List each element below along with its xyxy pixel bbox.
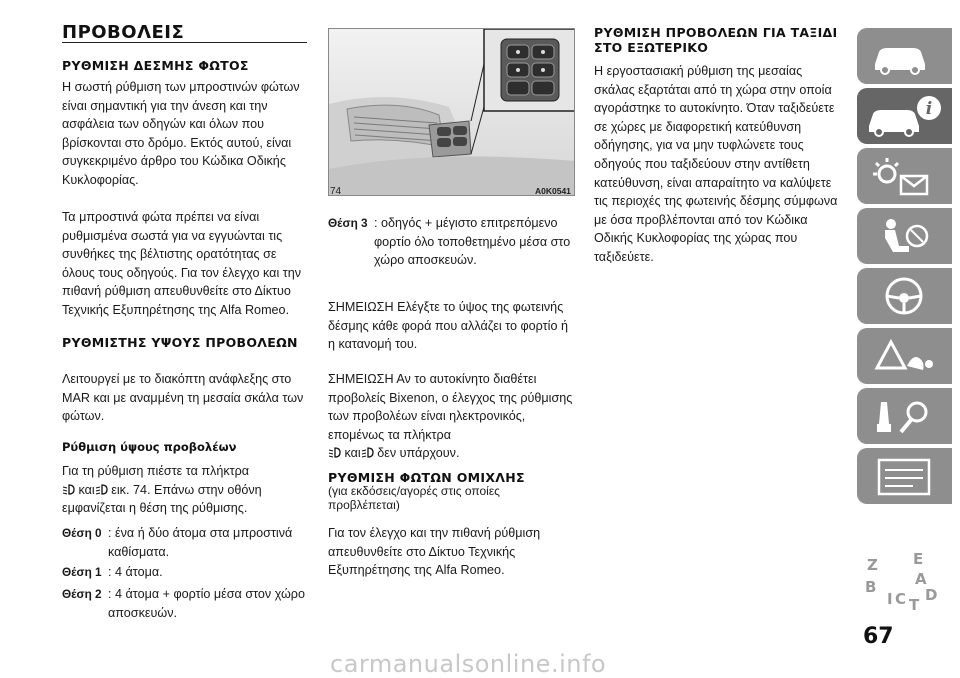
and-word: και: [344, 446, 361, 461]
tab-emergency[interactable]: [857, 328, 952, 384]
heading-travel-abroad: ΡΥΘΜΙΣΗ ΠΡΟΒΟΛΕΩΝ ΓΙΑ ΤΑΞΙΔΙ ΣΤΟ ΕΞΩΤΕΡΙΚΟ: [594, 25, 838, 55]
tab-maintenance[interactable]: [857, 388, 952, 444]
figure-number: 74: [330, 186, 342, 197]
index-letter-e: E: [913, 550, 924, 568]
position-3-item: [328, 214, 575, 270]
tab-driving[interactable]: [857, 268, 952, 324]
position-label: Θέση 0: [62, 526, 102, 540]
note-bixenon: [328, 370, 575, 463]
index-letter-a: A: [915, 570, 927, 588]
paragraph-travel-abroad: Η εργοστασιακή ρύθμιση της μεσαίας σκάλας εξαρτάται από τη χώρα στην οποία αγοράστηκε το αυτοκίνητο. Όταν ταξιδεύετε σε χώρες με διαφορετική κατεύθυνση οδήγησης, για να μην τυφλώνετε τους οδηγούς που ταξιδεύουν στην αντίθετη κατεύθυνση, είναι απαραίτητο να καλύψετε τις περιοχές της φωτεινής δέσμης σύμφωνα με όσα προβλέπονται από τον Κώδικα Οδικής Κυκλοφορίας της χώρας που ταξιδεύετε.: [594, 64, 838, 264]
note-bixenon-text: ΣΗΜΕΙΩΣΗ Αν το αυτοκίνητο διαθέτει προβολείς Bixenon, ο έλεγχος της ρύθμισης των προβολέων είναι ηλεκτρονικός, επομένως τα πλήκτρα: [328, 372, 573, 442]
paragraph-fog-lights: Για τον έλεγχο και την πιθανή ρύθμιση απευθυνθείτε στο Δίκτυο Τεχνικής Εξυπηρέτησης της Alfa Romeo.: [328, 526, 541, 578]
page-number: 67: [863, 624, 894, 649]
index-letter-c: C: [895, 590, 907, 608]
title-divider: [62, 42, 307, 43]
airbag-seat-icon: [857, 208, 952, 264]
tab-car-info[interactable]: [857, 88, 952, 144]
position-label: Θέση 3: [328, 216, 368, 230]
tab-technical-data[interactable]: [857, 448, 952, 504]
index-letter-b: B: [865, 578, 877, 596]
position-description: : 4 άτομα + φορτίο μέσα στον χώρο αποσκευών.: [108, 587, 305, 620]
warning-lights-icon: [857, 148, 952, 204]
position-label: Θέση 1: [62, 565, 102, 579]
index-letter-z: Z: [867, 556, 878, 574]
heading-height-setting: Ρύθμιση ύψους προβολέων: [62, 440, 237, 454]
headlight-up-key-icon: [361, 446, 374, 459]
figure-code: A0K0541: [535, 186, 571, 196]
note-check-beam: ΣΗΜΕΙΩΣΗ Ελέγξτε το ύψος της φωτεινής δέσμης κάθε φορά που αλλάζει το φορτίο ή η κατανομή του.: [328, 300, 568, 352]
car-info-icon: [857, 88, 952, 144]
watermark-text: carmanualsonline.info: [330, 650, 607, 678]
position-2-item: [62, 585, 307, 622]
breakdown-icon: [857, 328, 952, 384]
tab-safety[interactable]: [857, 208, 952, 264]
position-1-item: [62, 563, 307, 582]
page-title: ΠΡΟΒΟΛΕΙΣ: [62, 22, 185, 43]
position-description: : 4 άτομα.: [108, 565, 163, 579]
index-letter-i: I: [887, 590, 893, 608]
index-icon: [857, 548, 952, 614]
steering-wheel-icon: [857, 268, 952, 324]
headlight-down-key-icon: [328, 446, 341, 459]
position-label: Θέση 2: [62, 587, 102, 601]
index-letter-t: T: [909, 596, 920, 614]
headlight-up-key-icon: [95, 483, 108, 496]
heading-fog-lights: ΡΥΘΜΙΣΗ ΦΩΤΩΝ ΟΜΙΧΛΗΣ: [328, 470, 525, 485]
paragraph-adjuster-operation: Λειτουργεί με το διακόπτη ανάφλεξης στο MAR και με αναμμένη τη μεσαία σκάλα των φώτων.: [62, 372, 304, 424]
position-description: : οδηγός + μέγιστο επιτρεπόμενο φορτίο όλο τοποθετημένο μέσα στο χώρο αποσκευών.: [374, 216, 571, 268]
maintenance-icon: [857, 388, 952, 444]
heading-height-adjuster: ΡΥΘΜΙΣΤΗΣ ΥΨΟΥΣ ΠΡΟΒΟΛΕΩΝ: [62, 335, 298, 350]
paragraph-beam-settings: Τα μπροστινά φώτα πρέπει να είναι ρυθμισμένα σωστά για να εγγυώνται τις συνθήκες της βέλτιστης ορατότητας σε όλους τους οδηγούς. Για τον έλεγχο και την πιθανή ρύθμιση απευθυνθείτε στο Δίκτυο Τεχνικής Εξυπηρέτησης της Alfa Romeo.: [62, 210, 302, 317]
press-keys-text: Για τη ρύθμιση πιέστε τα πλήκτρα: [62, 464, 250, 478]
tab-warning-lights[interactable]: [857, 148, 952, 204]
tab-index[interactable]: [857, 548, 952, 614]
tab-car[interactable]: [857, 28, 952, 84]
headlight-down-key-icon: [62, 483, 75, 496]
technical-data-icon: [857, 448, 952, 504]
and-word: και: [78, 482, 95, 497]
paragraph-press-keys: [62, 462, 307, 518]
paragraph-beam-importance: Η σωστή ρύθμιση των μπροστινών φώτων είναι σημαντική για την άνεση και την ασφάλεια των οδηγών και όλων που βρίσκονται στο δρόμο. Εκτός αυτού, είναι συγκεκριμένο άρθρο του Κώδικα Οδικής Κυκλοφορίας.: [62, 80, 300, 187]
car-icon: [857, 28, 952, 84]
dashboard-switch-figure: [328, 28, 575, 196]
svg-text:i: i: [925, 99, 933, 119]
fog-lights-subtitle: (για εκδόσεις/αγορές στις οποίες προβλέπεται): [328, 484, 500, 512]
index-letter-d: D: [925, 586, 938, 604]
position-description: : ένα ή δύο άτομα στα μπροστινά καθίσματα.: [108, 526, 293, 559]
heading-beam-adjustment: ΡΥΘΜΙΣΗ ΔΕΣΜΗΣ ΦΩΤΟΣ: [62, 58, 249, 73]
position-0-item: [62, 524, 307, 561]
note-bixenon-end: δεν υπάρχουν.: [377, 446, 460, 461]
figure-reference-text: εικ. 74. Επάνω στην οθόνη εμφανίζεται η θέση της ρύθμισης.: [62, 482, 262, 516]
